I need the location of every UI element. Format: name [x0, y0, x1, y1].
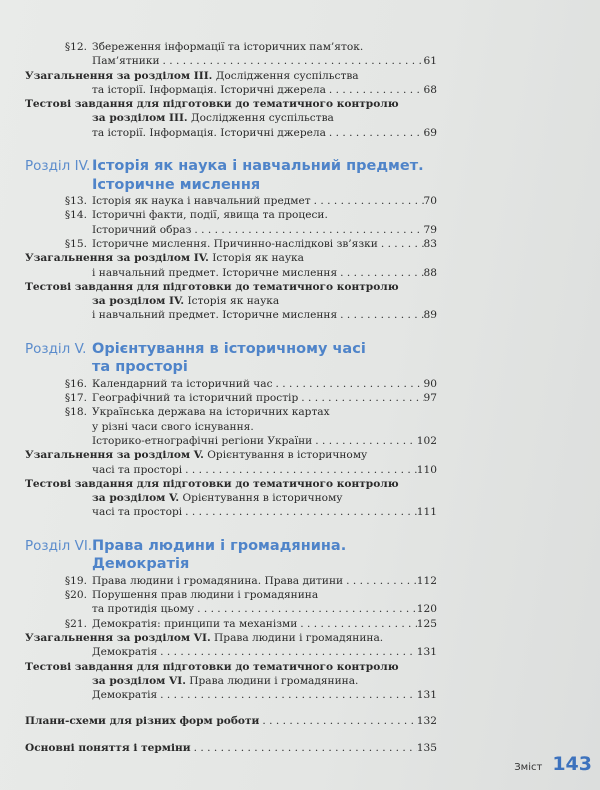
toc-entry[interactable] — [25, 405, 437, 448]
toc-line — [25, 40, 437, 54]
page-number[interactable]: 125 — [416, 617, 437, 630]
dot-leader — [273, 377, 424, 391]
toc-line — [25, 280, 437, 294]
line-text: Орієнтування в історичному — [203, 449, 368, 462]
bold-text: Плани-схеми для різних форм роботи — [25, 715, 260, 728]
toc-line — [25, 194, 437, 208]
indent — [25, 688, 92, 702]
spacer — [25, 702, 437, 714]
page-number[interactable]: 135 — [416, 741, 437, 754]
section-heading[interactable] — [25, 340, 437, 377]
dot-leader — [157, 645, 417, 659]
toc-line — [25, 714, 437, 728]
indent — [25, 126, 92, 140]
toc-line — [25, 602, 437, 616]
toc-line-text — [92, 208, 328, 222]
toc-entry[interactable] — [25, 69, 437, 98]
section-title-line: Історичне мислення — [92, 176, 261, 193]
indent — [25, 266, 92, 280]
toc-line — [25, 69, 437, 83]
toc-line — [25, 266, 437, 280]
toc-line — [25, 505, 437, 519]
bold-text: Тестові завдання для підготовки до тематичного контролю — [25, 477, 399, 490]
line-text: Історичні факти, події, явища та процеси. — [92, 209, 328, 222]
toc-entry[interactable] — [25, 251, 437, 280]
toc-line-text — [25, 631, 383, 645]
page-number[interactable]: 102 — [416, 434, 437, 447]
section-number: §16. — [64, 377, 87, 390]
page-number[interactable]: 110 — [416, 463, 437, 476]
page-number[interactable]: 69 — [423, 126, 437, 139]
toc-line-text — [92, 54, 160, 68]
page-number: 143 — [552, 753, 592, 775]
line-text: Демократія — [92, 646, 158, 659]
toc-entry[interactable] — [25, 741, 437, 755]
toc-entry[interactable] — [25, 631, 437, 660]
toc-line-text — [92, 505, 182, 519]
line-text: Порушення прав людини і громадянина — [92, 589, 319, 602]
line-text: Орієнтування в історичному — [179, 492, 343, 505]
toc-entry[interactable] — [25, 588, 437, 617]
toc-line — [25, 294, 437, 308]
dot-leader — [337, 266, 423, 280]
section-number: §12. — [64, 41, 87, 53]
page-number[interactable]: 68 — [423, 83, 437, 96]
section-title-line: Права людини і громадянина. Демократія — [92, 537, 347, 573]
dot-leader — [312, 434, 417, 448]
toc-line — [25, 251, 437, 265]
section-title-line: Орієнтування в історичному часі — [92, 340, 366, 357]
line-text: часі та просторі — [92, 463, 183, 476]
section-title-line: Історія як наука і навчальний предмет. — [92, 158, 424, 175]
toc-entry[interactable] — [25, 617, 437, 631]
dot-leader — [326, 83, 424, 97]
indent — [25, 491, 92, 505]
line-text: Історія як наука і навчальний предмет — [92, 195, 311, 208]
page-number[interactable]: 83 — [423, 237, 437, 250]
toc-line — [25, 463, 437, 477]
dot-leader — [259, 714, 416, 728]
toc-line — [25, 405, 437, 419]
toc-line — [25, 588, 437, 602]
section-heading[interactable] — [25, 537, 437, 574]
section-number: §14. — [64, 209, 87, 222]
dot-leader — [160, 54, 424, 68]
toc-entry[interactable] — [25, 280, 437, 323]
spacer — [25, 729, 437, 741]
section-number: §17. — [64, 392, 87, 405]
line-text: Історичне мислення. Причинно-наслідкові зв’язки — [92, 237, 378, 250]
toc-line — [25, 83, 437, 97]
section-heading[interactable] — [25, 157, 437, 194]
toc-entry[interactable] — [25, 660, 437, 703]
toc-line-text — [92, 574, 343, 588]
dot-leader — [297, 617, 416, 631]
toc-line-text — [25, 251, 304, 265]
bold-text: Узагальнення за розділом IV. — [25, 252, 209, 265]
toc-entry[interactable] — [25, 208, 437, 237]
toc-line-text — [92, 405, 330, 419]
footer-label: Зміст — [514, 762, 543, 773]
dot-leader — [311, 194, 424, 208]
toc-entry[interactable] — [25, 714, 437, 728]
toc-line-text — [92, 126, 326, 140]
page-footer — [514, 753, 592, 775]
toc-line — [25, 688, 437, 702]
indent — [25, 505, 92, 519]
toc-line-text — [92, 588, 318, 602]
page-number[interactable]: 131 — [416, 646, 437, 659]
toc-line-text — [92, 391, 298, 405]
line-text: Права людини і громадянина. — [210, 631, 384, 644]
line-text: та історії. Інформація. Історичні джерела — [92, 126, 326, 139]
dot-leader — [182, 463, 417, 477]
toc-line — [25, 377, 437, 391]
page-number[interactable]: 112 — [416, 574, 437, 587]
section-number: §18. — [64, 406, 87, 419]
toc-line — [25, 617, 437, 631]
toc-line-text — [25, 280, 399, 294]
toc-line-text — [92, 194, 311, 208]
toc-line — [25, 631, 437, 645]
bold-text: за розділом IV. — [92, 295, 185, 308]
indent — [25, 83, 92, 97]
toc-line-text — [92, 491, 343, 505]
toc-line — [25, 111, 437, 125]
toc-line-text — [92, 111, 334, 125]
toc-line-text — [25, 69, 359, 83]
toc-line — [25, 420, 437, 434]
toc-entry[interactable] — [25, 377, 437, 391]
line-text: Права людини і громадянина. — [185, 674, 359, 687]
toc-line-text — [25, 477, 399, 491]
toc-line-text — [92, 645, 157, 659]
dot-leader — [194, 602, 417, 616]
page-number[interactable]: 61 — [423, 55, 437, 68]
dot-leader — [182, 505, 417, 519]
toc-line-text — [92, 420, 254, 434]
page-number[interactable]: 70 — [423, 195, 437, 208]
toc-line-text — [92, 237, 378, 251]
section-number: §21. — [64, 617, 87, 630]
section-number: §13. — [64, 195, 87, 208]
indent — [25, 308, 92, 322]
toc-line — [25, 674, 437, 688]
line-text: та протидія цьому — [92, 603, 195, 616]
toc-line-text — [92, 83, 326, 97]
line-text: часі та просторі — [92, 506, 183, 519]
toc-line — [25, 448, 437, 462]
line-text: Демократія: принципи та механізми — [92, 617, 298, 630]
dot-leader — [326, 126, 424, 140]
toc-line — [25, 391, 437, 405]
indent — [25, 645, 92, 659]
toc-line-text — [25, 97, 399, 111]
dot-leader — [378, 237, 424, 251]
indent — [25, 54, 92, 68]
section-label: Розділ VI. — [25, 537, 93, 554]
toc-line-text — [92, 308, 337, 322]
toc-entry[interactable] — [25, 194, 437, 208]
toc-line — [25, 741, 437, 755]
indent — [25, 602, 92, 616]
bold-text: за розділом V. — [92, 492, 180, 505]
page-number[interactable]: 131 — [416, 689, 437, 702]
toc-line-text — [92, 617, 297, 631]
toc-line — [25, 491, 437, 505]
toc-line-text — [92, 266, 337, 280]
line-text: у різні часи свого існування. — [92, 420, 254, 433]
bold-text: Тестові завдання для підготовки до тематичного контролю — [25, 280, 399, 293]
toc-line-text — [25, 741, 191, 755]
line-text: Українська держава на історичних картах — [92, 406, 330, 419]
toc-line-text — [92, 688, 157, 702]
bold-text: Узагальнення за розділом VI. — [25, 631, 211, 644]
dot-leader — [191, 223, 423, 237]
toc-line-text — [92, 463, 182, 477]
page-number[interactable]: 79 — [423, 223, 437, 236]
section-title-line: та просторі — [92, 359, 188, 376]
toc-line — [25, 477, 437, 491]
line-text: та історії. Інформація. Історичні джерела — [92, 83, 326, 96]
toc-line — [25, 208, 437, 222]
toc-entry[interactable] — [25, 448, 437, 477]
indent — [25, 434, 92, 448]
page-number[interactable]: 88 — [423, 266, 437, 279]
toc-entry[interactable] — [25, 97, 437, 140]
dot-leader — [191, 741, 417, 755]
dot-leader — [337, 308, 423, 322]
line-text: Географічний та історичний простір — [92, 392, 299, 405]
dot-leader — [298, 391, 423, 405]
toc-line-text — [92, 674, 358, 688]
bold-text: Узагальнення за розділом III. — [25, 69, 213, 82]
section-number: §20. — [64, 589, 87, 602]
toc-line — [25, 126, 437, 140]
line-text: Історико-етнографічні регіони України — [92, 434, 313, 447]
line-text: Пам’ятники — [92, 55, 160, 68]
toc-line — [25, 645, 437, 659]
line-text: Збереження інформації та історичних пам’яток. — [92, 41, 364, 53]
toc-entry[interactable] — [25, 237, 437, 251]
bold-text: Тестові завдання для підготовки до тематичного контролю — [25, 660, 399, 673]
section-label: Розділ IV. — [25, 158, 91, 175]
toc-entry[interactable] — [25, 574, 437, 588]
toc-line-text — [92, 377, 273, 391]
toc-line-text — [92, 40, 363, 54]
section-title — [92, 537, 437, 574]
line-text: Історія як наука — [184, 295, 280, 308]
table-of-contents — [25, 40, 437, 755]
bold-text: Основні поняття і терміни — [25, 741, 191, 754]
toc-line — [25, 97, 437, 111]
toc-line — [25, 574, 437, 588]
line-text: Історичний образ — [92, 223, 192, 236]
line-text: Дослідження суспільства — [212, 69, 359, 82]
toc-line-text — [92, 602, 194, 616]
bold-text: Узагальнення за розділом V. — [25, 449, 204, 462]
toc-line-text — [25, 660, 399, 674]
line-text: Календарний та історичний час — [92, 377, 273, 390]
section-title — [92, 157, 424, 194]
toc-line — [25, 237, 437, 251]
line-text: і навчальний предмет. Історичне мислення — [92, 266, 338, 279]
indent — [25, 420, 92, 434]
toc-line — [25, 434, 437, 448]
page-number[interactable]: 97 — [423, 392, 437, 405]
toc-entry[interactable] — [25, 391, 437, 405]
toc-line — [25, 54, 437, 68]
toc-line-text — [25, 714, 259, 728]
section-label: Розділ V. — [25, 340, 87, 357]
line-text: Права людини і громадянина. Права дитини — [92, 574, 344, 587]
bold-text: за розділом III. — [92, 112, 188, 125]
line-text: Історія як наука — [208, 252, 304, 265]
toc-line-text — [92, 294, 279, 308]
toc-entry[interactable] — [25, 40, 437, 69]
dot-leader — [157, 688, 417, 702]
bold-text: за розділом VI. — [92, 674, 186, 687]
toc-line-text — [92, 434, 312, 448]
dot-leader — [343, 574, 417, 588]
indent — [25, 111, 92, 125]
indent — [25, 223, 92, 237]
toc-line — [25, 308, 437, 322]
page-number[interactable]: 111 — [416, 506, 437, 519]
indent — [25, 294, 92, 308]
section-number: §19. — [64, 574, 87, 587]
indent — [25, 463, 92, 477]
line-text: Демократія — [92, 689, 158, 702]
toc-line — [25, 660, 437, 674]
page-number[interactable]: 90 — [423, 377, 437, 390]
section-title — [92, 340, 366, 377]
page-number[interactable]: 132 — [416, 715, 437, 728]
page-number[interactable]: 120 — [416, 603, 437, 616]
toc-line — [25, 223, 437, 237]
page-number[interactable]: 89 — [423, 309, 437, 322]
section-number: §15. — [64, 237, 87, 250]
line-text: і навчальний предмет. Історичне мислення — [92, 309, 338, 322]
line-text: Дослідження суспільства — [187, 112, 334, 125]
toc-line-text — [25, 448, 367, 462]
bold-text: Тестові завдання для підготовки до тематичного контролю — [25, 98, 399, 111]
toc-line-text — [92, 223, 191, 237]
toc-entry[interactable] — [25, 477, 437, 520]
indent — [25, 674, 92, 688]
